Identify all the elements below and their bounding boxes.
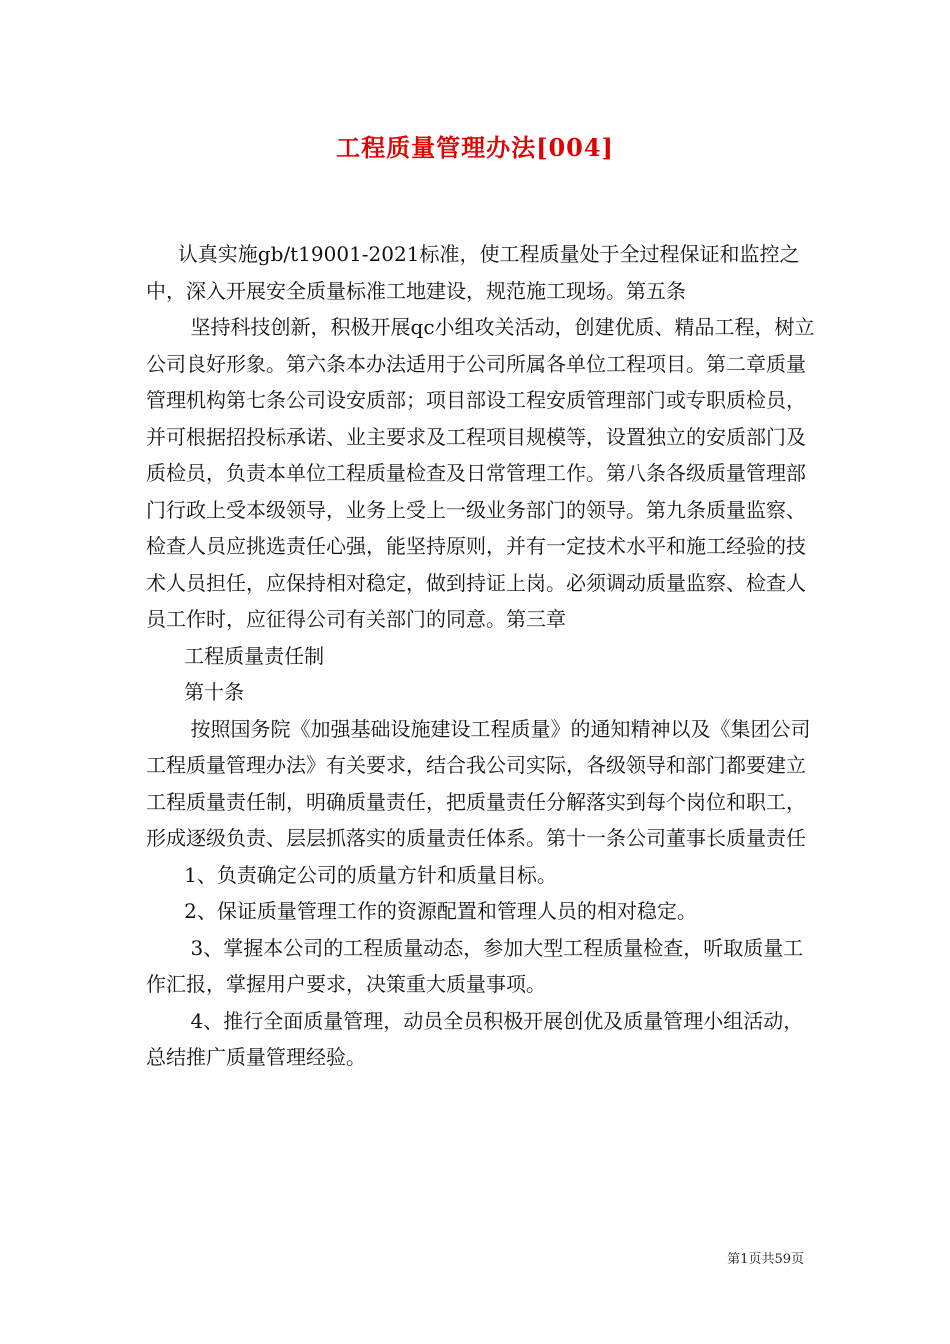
paragraph-4: 第十条 <box>146 680 245 704</box>
paragraph-3: 工程质量责任制 <box>146 643 325 668</box>
paragraph-9: 4、推行全面质量管理，动员全员积极开展创优及质量管理小组活动，总结推广质量管理经验。 <box>146 1008 804 1069</box>
page-number: 第1页共59页 <box>727 1252 804 1267</box>
paragraph-1: 认真实施gb/t19001-2021标准，使工程质量处于全过程保证和监控之中，深入开展安全质量标准工地建设，规范施工现场。第五条 <box>146 242 800 303</box>
paragraph-7: 2、保证质量管理工作的资源配置和管理人员的相对稳定。 <box>146 899 697 923</box>
document-body <box>146 236 820 1076</box>
paragraph-2: 坚持科技创新，积极开展qc小组攻关活动，创建优质、精品工程，树立公司良好形象。第六条本办法适用于公司所属各单位工程项目。第二章质量管理机构第七条公司设安质部；项目部设工程安质管理部门或专职质检员，并可根据招投标承诺、业主要求及工程项目规模等，设置独立的安质部门及质检员，负责本单位工程质量检查及日常管理工作。第八条各级质量管理部门行政上受本级领导，业务上受上一级业务部门的领导。第九条质量监察、检查人员应挑选责任心强，能坚持原则，并有一定技术水平和施工经验的技术人员担任，应保持相对稳定，做到持证上岗。必须调动质量监察、检查人员工作时，应征得公司有关部门的同意。第三章 <box>146 315 815 631</box>
document-title: 工程质量管理办法[004] <box>336 133 614 162</box>
paragraph-5: 按照国务院《加强基础设施建设工程质量》的通知精神以及《集团公司工程质量管理办法》有关要求，结合我公司实际，各级领导和部门都要建立工程质量责任制，明确质量责任，把质量责任分解落实到每个岗位和职工，形成逐级负责、层层抓落实的质量责任体系。第十一条公司董事长质量责任 <box>146 716 811 850</box>
paragraph-6: 1、负责确定公司的质量方针和质量目标。 <box>146 862 557 887</box>
paragraph-8: 3、掌握本公司的工程质量动态，参加大型工程质量检查，听取质量工作汇报，掌握用户要求，决策重大质量事项。 <box>146 935 804 996</box>
